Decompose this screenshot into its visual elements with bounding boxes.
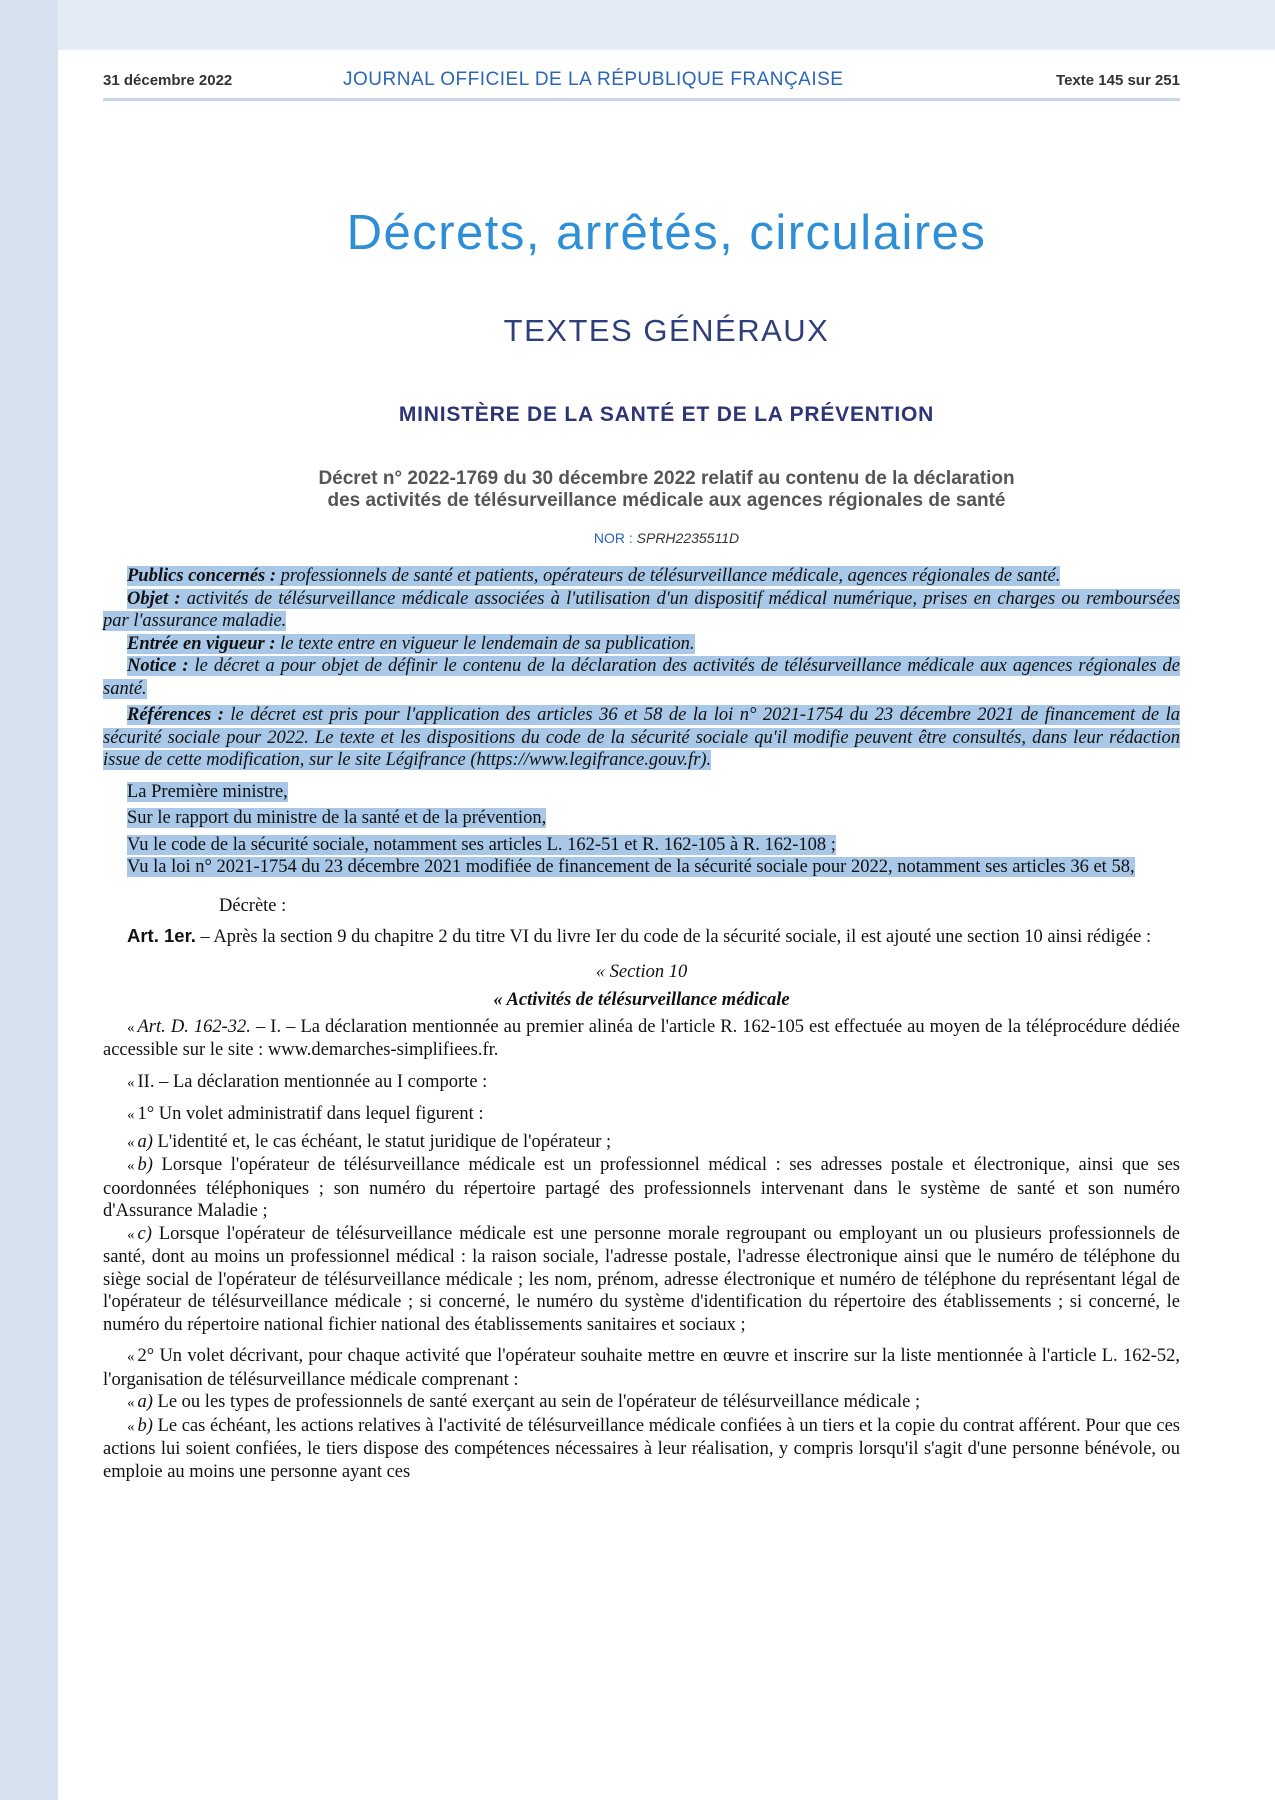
decrete: Décrète : (219, 895, 287, 916)
summary-notice[interactable] (103, 655, 1180, 700)
page-header (103, 60, 1180, 101)
item-1-b: « b) Lorsque l'opérateur de télésurveillance médicale est un professionnel médical : ses adresses postale et électronique, ainsi que ses coordonnées téléphoniques ; son numéro du répertoire partagé des professionnels intervenant dans le système de santé et son numéro d'Assurance Maladie ; (103, 1155, 1180, 1221)
summary-objet-label: Objet : (127, 588, 181, 609)
summary-publics[interactable] (103, 565, 1180, 588)
decree-title-line-2: des activités de télésurveillance médicale aux agences régionales de santé (327, 490, 1006, 511)
art-d-text: – I. – La déclaration mentionnée au premier alinéa de l'article R. 162-105 est effectuée au moyen de la téléprocédure dédiée accessible sur le site : www.demarches-simplifiees.fr. (103, 1016, 1180, 1060)
summary-entree-text: le texte entre en vigueur le lendemain de sa publication. (275, 633, 695, 654)
article-1-label: Art. 1er. (127, 925, 196, 946)
ministry-heading: MINISTÈRE DE LA SANTÉ ET DE LA PRÉVENTION (398, 403, 935, 426)
section-title: TEXTES GÉNÉRAUX (503, 313, 830, 348)
summary-references-text: le décret est pris pour l'application des articles 36 et 58 de la loi n° 2021-1754 du 23 décembre 2021 de financement de la sécurité sociale pour 2022. Le texte et les dispositions du code de la sécurité sociale qu'il modifie peuvent être consultés, dans leur rédaction issue de cette modification, sur le site Légifrance (https://www.legifrance.gouv.fr). (103, 705, 1180, 770)
header-text-number: Texte 145 sur 251 (1056, 72, 1180, 89)
preamble-rapport[interactable]: Sur le rapport du ministre de la santé et de la prévention, (127, 808, 547, 828)
decree-title-line-1: Décret n° 2022-1769 du 30 décembre 2022 relatif au contenu de la déclaration (318, 468, 1015, 489)
viewer-left-margin (0, 0, 58, 1800)
header-date: 31 décembre 2022 (103, 72, 233, 89)
summary-publics-text: professionnels de santé et patients, opérateurs de télésurveillance médicale, agences régionales de santé. (276, 566, 1061, 586)
nor-label: NOR : (593, 530, 637, 546)
article-1-text: – Après la section 9 du chapitre 2 du titre VI du livre Ier du code de la sécurité sociale, il est ajouté une section 10 ainsi rédigée : (195, 927, 1152, 947)
summary-notice-label: Notice : (127, 656, 189, 676)
paragraph-volet-1: « 1° Un volet administratif dans lequel figurent : (127, 1104, 484, 1124)
nor-reference (58, 530, 1275, 546)
paragraph-ii: « II. – La déclaration mentionnée au I comporte : (127, 1071, 488, 1092)
preamble-vu-code[interactable]: Vu le code de la sécurité sociale, notamment ses articles L. 162-51 et R. 162-105 à R. 162-108 ; (127, 834, 836, 855)
section-10-subheading: « Activités de télésurveillance médicale (493, 990, 790, 1010)
summary-entree[interactable] (103, 633, 1180, 656)
decree-body[interactable] (103, 565, 1180, 1483)
main-title: Décrets, arrêtés, circulaires (346, 206, 987, 260)
decree-title (58, 468, 1275, 512)
art-d-162-32: « Art. D. 162-32. – I. – La déclaration mentionnée au premier alinéa de l'article R. 162-105 est effectuée au moyen de la téléprocédure dédiée accessible sur le site : www.demarches-simplifiees.fr. (103, 1016, 1180, 1060)
summary-references-label: Références : (127, 705, 224, 725)
summary-references[interactable] (103, 704, 1180, 772)
summary-entree-label: Entrée en vigueur : (127, 633, 276, 654)
item-1-c: « c) Lorsque l'opérateur de télésurveillance médicale est une personne morale regroupant ou employant un ou plusieurs professionnels de santé, dont au moins un professionnel médical : la raison sociale, l'adresse postale, l'adresse électronique ainsi que le numéro de téléphone du siège social de l'opérateur de télésurveillance médicale ; les nom, prénom, adresse électronique et numéro de téléphone du représentant légal de l'opérateur de télésurveillance médicale ; si concerné, le numéro du système d'identification du répertoire des établissements ; si concerné, le numéro du répertoire national fichier national des établissements sanitaires et sociaux ; (103, 1223, 1180, 1335)
preamble-premiere-ministre[interactable]: La Première ministre, (127, 781, 288, 802)
paragraph-volet-2: « 2° Un volet décrivant, pour chaque activité que l'opérateur souhaite mettre en œuvre et inscrire sur la liste mentionnée à l'article L. 162-52, l'organisation de télésurveillance médicale comprenant : (103, 1346, 1180, 1390)
nor-code: SPRH2235511D (636, 530, 740, 546)
article-1 (103, 925, 1180, 949)
item-2-a: « a) Le ou les types de professionnels de santé exerçant au sein de l'opérateur de télésurveillance médicale ; (127, 1392, 921, 1412)
summary-publics-label: Publics concernés : (127, 566, 277, 586)
header-journal-title: JOURNAL OFFICIEL DE LA RÉPUBLIQUE FRANÇAISE (343, 69, 844, 90)
document-page (58, 50, 1275, 1800)
art-d-label: Art. D. 162-32. (137, 1016, 251, 1037)
summary-objet[interactable] (103, 588, 1180, 633)
item-2-b: « b) Le cas échéant, les actions relatives à l'activité de télésurveillance médicale confiées à un tiers et la copie du contrat afférent. Pour que ces actions lui soient confiées, le tiers dispose des compétences nécessaires à leur réalisation, y compris lorsqu'il s'agit d'une personne bénévole, ou emploie au moins une personne ayant ces (103, 1415, 1180, 1482)
section-10-heading: « Section 10 (595, 961, 688, 982)
summary-notice-text: le décret a pour objet de définir le contenu de la déclaration des activités de télésurveillance médicale aux agences régionales de santé. (103, 656, 1180, 699)
summary-objet-text: activités de télésurveillance médicale associées à l'utilisation d'un dispositif médical numérique, prises en charges ou remboursées par l'assurance maladie. (103, 588, 1180, 631)
item-1-a: « a) L'identité et, le cas échéant, le statut juridique de l'opérateur ; (127, 1131, 612, 1152)
preamble-vu-loi[interactable]: Vu la loi n° 2021-1754 du 23 décembre 2021 modifiée de financement de la sécurité sociale pour 2022, notamment ses articles 36 et 58, (127, 857, 1135, 877)
